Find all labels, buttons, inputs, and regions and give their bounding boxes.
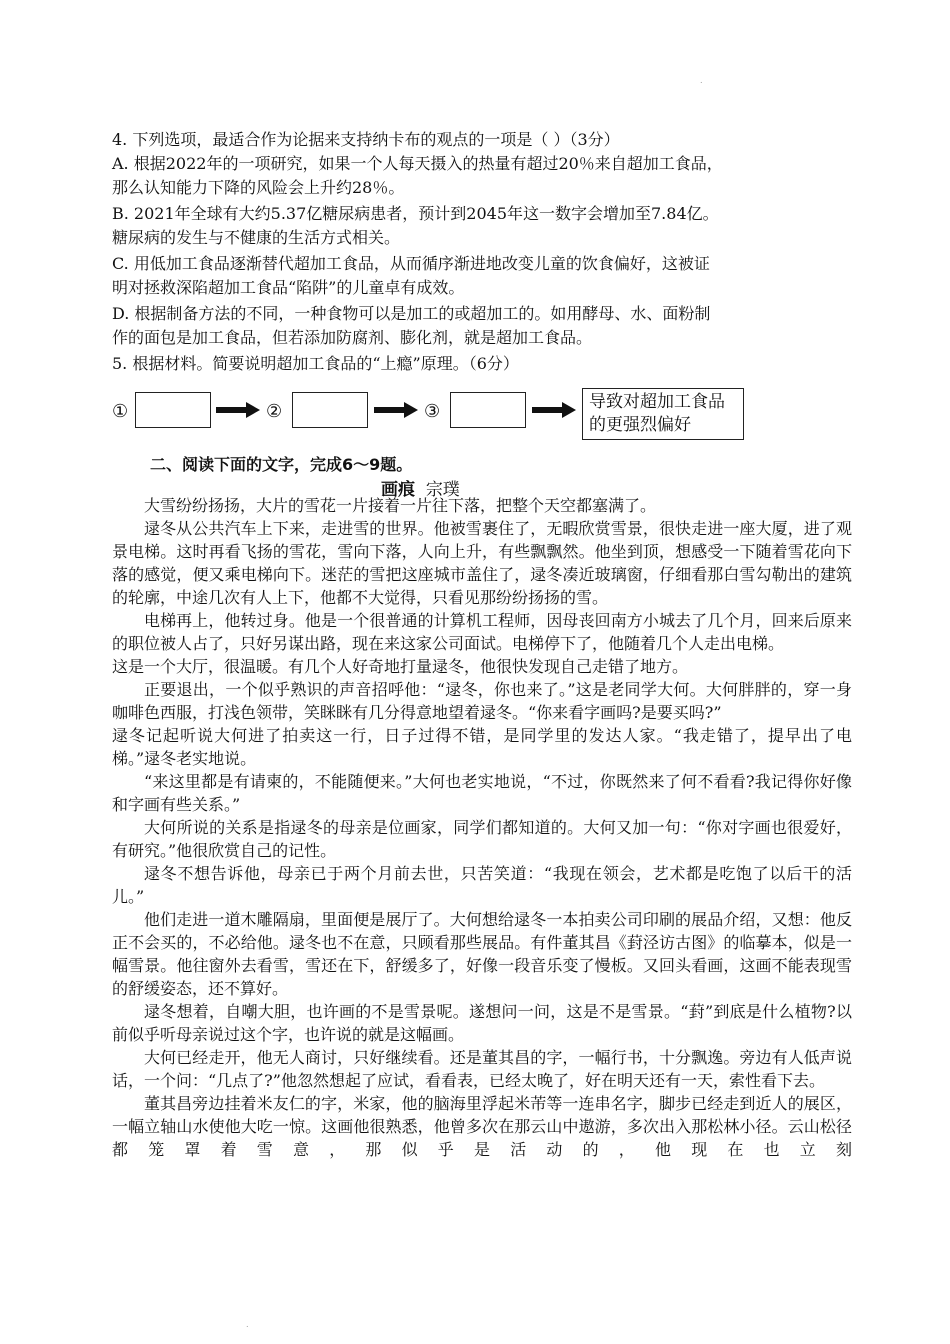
paragraph: 大雪纷纷扬扬，大片的雪花一片接着一片往下落，把整个天空都塞满了。	[144, 496, 657, 515]
paragraph: 正要退出，一个似乎熟识的声音招呼他：“逯冬，你也来了。”这是老同学大何。大何胖胖的，穿一身咖啡色西服，打浅色领带，笑眯眯有几分得意地望着逯冬。“你来看字画吗?是要买吗?”	[112, 680, 852, 722]
step-3-marker: ③	[424, 401, 441, 422]
option-d-line2: 作的面包是加工食品，但若添加防腐剂、膨化剂，就是超加工食品。	[112, 328, 593, 347]
arrow-right-icon	[216, 402, 260, 418]
flow-result-box	[582, 388, 744, 440]
question-4-stem: 4. 下列选项，最适合作为论据来支持纳卡布的观点的一项是（ ）（3分）	[112, 130, 620, 149]
paragraph: 大何所说的关系是指逯冬的母亲是位画家，同学们都知道的。大何又加一句：“你对字画也很爱好，有研究。”他很欣赏自己的记性。	[112, 818, 852, 860]
paragraph: “来这里都是有请柬的，不能随便来。”大何也老实地说，“不过，你既然来了何不看看?我记得你好像和字画有些关系。”	[112, 772, 852, 814]
option-b-line1: B. 2021年全球有大约5.37亿糖尿病患者，预计到2045年这一数字会增加至7.84亿。	[112, 204, 719, 223]
option-a-line1: A. 根据2022年的一项研究，如果一个人每天摄入的热量有超过20％来自超加工食品，	[112, 154, 723, 173]
step-2-answer-box[interactable]	[292, 392, 368, 428]
paragraph: 逯冬记起听说大何进了拍卖这一行，日子过得不错，是同学里的发达人家。“我走错了，提早出了电梯。”逯冬老实地说。	[112, 726, 852, 768]
paragraph: 逯冬从公共汽车上下来，走进雪的世界。他被雪裹住了，无暇欣赏雪景，很快走进一座大厦，进了观景电梯。这时再看飞扬的雪花，雪向下落，人向上升，有些飘飘然。他坐到顶，想感受一下随着雪花向下落的感觉，便又乘电梯向下。迷茫的雪把这座城市盖住了，逯冬凑近玻璃窗，仔细看那白雪勾勒出的建筑的轮廓，中途几次有人上下，他都不大觉得，只看见那纷纷扬扬的雪。	[112, 519, 852, 607]
paragraph: 这是一个大厅，很温暖。有几个人好奇地打量逯冬，他很快发现自己走错了地方。	[112, 657, 689, 676]
step-1-marker: ①	[112, 401, 129, 422]
paragraph: 大何已经走开，他无人商讨，只好继续看。还是董其昌的字，一幅行书，十分飘逸。旁边有人低声说话，一个问：“几点了?”他忽然想起了应试，看看表，已经太晚了，好在明天还有一天，索性看下去。	[112, 1048, 852, 1090]
paragraph: 逯冬不想告诉他，母亲已于两个月前去世，只苦笑道：“我现在领会，艺术都是吃饱了以后干的活儿。”	[112, 864, 852, 906]
option-c-line1: C. 用低加工食品逐渐替代超加工食品，从而循序渐进地改变儿童的饮食偏好，这被证	[112, 254, 710, 273]
step-1-answer-box[interactable]	[135, 392, 211, 428]
scan-dot: .	[700, 76, 703, 85]
paragraph: 电梯再上，他转过身。他是一个很普通的计算机工程师，因母丧回南方小城去了几个月，回来后原来的职位被人占了，只好另谋出路，现在来这家公司面试。电梯停下了，他随着几个人走出电梯。	[112, 611, 852, 653]
option-d-line1: D. 根据制备方法的不同，一种食物可以是加工的或超加工的。如用酵母、水、面粉制	[112, 304, 711, 323]
section-heading: 二、阅读下面的文字，完成6～9题。	[150, 455, 413, 474]
arrow-right-icon	[532, 402, 576, 418]
article-title: 画痕	[381, 480, 415, 500]
paragraph: 他们走进一道木雕隔扇，里面便是展厅了。大何想给逯冬一本拍卖公司印刷的展品介绍，又想：他反正不会买的，不必给他。逯冬也不在意，只顾看那些展品。有件董其昌《葑泾访古图》的临摹本，似是一幅雪景。他往窗外去看雪，雪还在下，舒缓多了，好像一段音乐变了慢板。又回头看画，这画不能表现雪的舒缓姿态，还不算好。	[112, 910, 852, 998]
result-line-1: 导致对超加工食品	[589, 392, 725, 412]
option-a-line2: 那么认知能力下降的风险会上升约28％。	[112, 178, 405, 197]
step-3-answer-box[interactable]	[450, 392, 526, 428]
article-body	[112, 494, 852, 1161]
article-author: 宗璞	[425, 480, 460, 500]
scan-dot: .	[246, 1320, 249, 1329]
option-b-line2: 糖尿病的发生与不健康的生活方式相关。	[112, 228, 401, 247]
paragraph: 董其昌旁边挂着米友仁的字，米家，他的脑海里浮起米芾等一连串名字，脚步已经走到近人的展区，一幅立轴山水使他大吃一惊。这画他很熟悉，他曾多次在那云山中遨游，多次出入那松林小径。云山松径都笼罩着雪意，那似乎是活动的，他现在也立刻	[112, 1094, 852, 1159]
question-5-stem: 5. 根据材料。简要说明超加工食品的“上瘾”原理。（6分）	[112, 354, 519, 373]
addiction-flow-diagram	[112, 388, 852, 440]
arrow-right-icon	[374, 402, 418, 418]
step-2-marker: ②	[266, 401, 283, 422]
result-line-2: 的更强烈偏好	[589, 415, 691, 435]
paragraph: 逯冬想着，自嘲大胆，也许画的不是雪景呢。遂想问一问，这是不是雪景。“葑”到底是什么植物?以前似乎听母亲说过这个字，也许说的就是这幅画。	[112, 1002, 852, 1044]
option-c-line2: 明对拯救深陷超加工食品“陷阱”的儿童卓有成效。	[112, 278, 465, 297]
